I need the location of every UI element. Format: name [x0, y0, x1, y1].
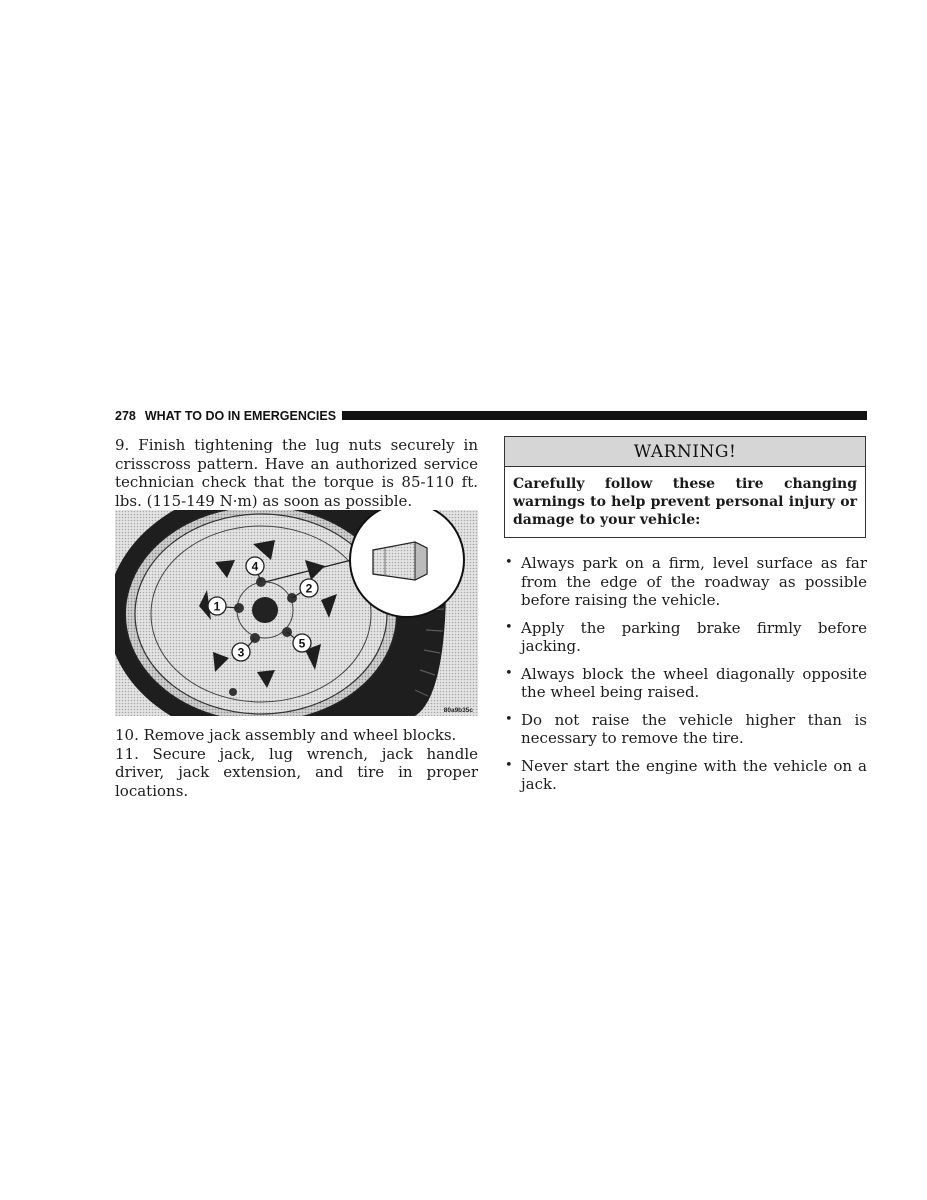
warning-title: WARNING!	[505, 437, 865, 467]
left-column	[115, 436, 478, 800]
lug-label-5	[293, 634, 311, 652]
page-number: 278	[115, 408, 136, 423]
svg-text:1: 1	[213, 599, 221, 614]
list-item: • Never start the engine with the vehicle on a jack.	[505, 756, 867, 793]
svg-text:2: 2	[305, 581, 313, 596]
list-item: • Always block the wheel diagonally opposite the wheel being raised.	[505, 664, 867, 701]
lug-nut-tightening-figure	[115, 510, 478, 716]
warning-text: Carefully follow these tire changing warnings to help prevent personal injury or damage to your vehicle:	[513, 476, 857, 528]
step-10-text: 10. Remove jack assembly and wheel blocks.	[115, 726, 457, 744]
list-item: • Always park on a firm, level surface as far from the edge of the roadway as possible before raising the vehicle.	[505, 554, 867, 609]
bullet-icon: •	[505, 711, 513, 727]
svg-text:5: 5	[298, 636, 306, 651]
svg-text:4: 4	[251, 559, 259, 574]
bullet-icon: •	[505, 555, 513, 570]
warning-box	[504, 436, 866, 538]
wheel-illustration	[115, 510, 478, 716]
svg-text:3: 3	[237, 645, 245, 660]
lug-label-3	[232, 643, 250, 661]
lug-label-4	[246, 557, 264, 575]
lug-label-1	[208, 597, 226, 615]
figure-id: 80a9b35c	[443, 707, 473, 714]
lug-nut-magnified-inset	[350, 510, 464, 617]
page-header	[115, 407, 867, 424]
header-rule	[342, 411, 867, 420]
list-item: • Do not raise the vehicle higher than is necessary to remove the tire.	[505, 710, 867, 747]
lug-label-2	[300, 579, 318, 597]
bullet-icon: •	[505, 619, 513, 635]
bullet-icon: •	[505, 757, 513, 773]
bullet-icon: •	[505, 665, 513, 681]
warning-bullet-list	[504, 554, 867, 794]
list-item: • Apply the parking brake firmly before jacking.	[505, 618, 867, 655]
step-9-text: 9. Finish tightening the lug nuts securely in crisscross pattern. Have an authorized service technician check that the torque is 85-110 ft. lbs. (115-149 N·m) as soon as possible.	[115, 436, 478, 510]
step-11-text: 11. Secure jack, lug wrench, jack handle driver, jack extension, and tire in proper locations.	[115, 744, 478, 800]
right-column	[504, 436, 867, 803]
section-title: WHAT TO DO IN EMERGENCIES	[144, 408, 337, 423]
